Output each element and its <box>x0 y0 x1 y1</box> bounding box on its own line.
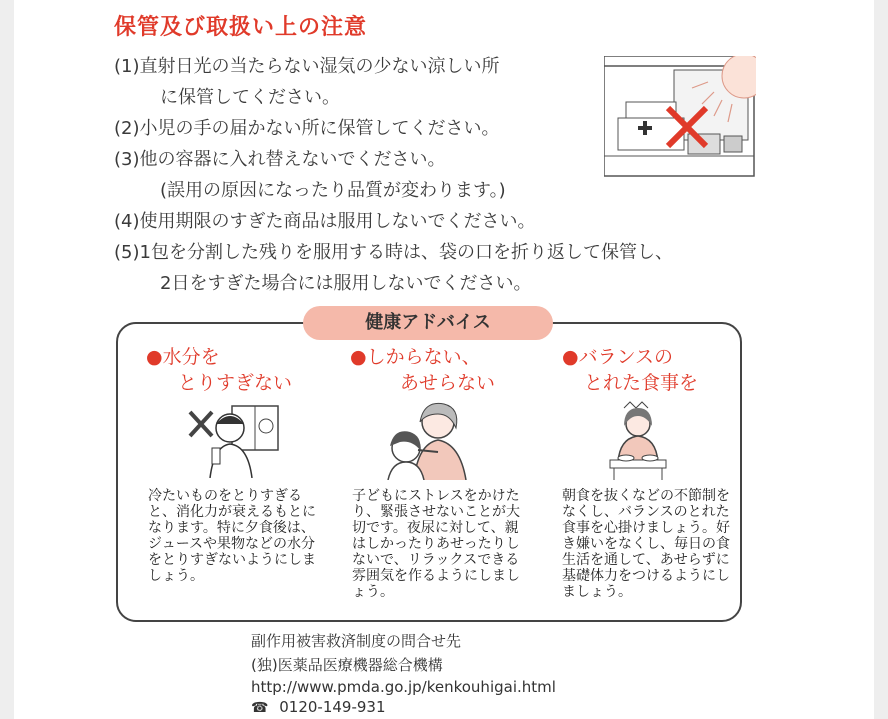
mother-child-illustration <box>380 400 474 480</box>
footer-line-2: (独)医薬品医療機器総合機構 <box>251 656 443 674</box>
health-advice-title: 健康アドバイス <box>303 306 553 340</box>
footer-line-1: 副作用被害救済制度の問合せ先 <box>251 632 462 650</box>
footer-phone: 0120-149-931 <box>279 698 386 716</box>
advice-1-head-2: とりすぎない <box>178 372 293 394</box>
phone-icon: ☎ <box>251 700 269 716</box>
storage-item-4: (4)使用期限のすぎた商品は服用しないでください。 <box>114 211 536 232</box>
footer-phone-row <box>251 698 386 716</box>
storage-title: 保管及び取扱い上の注意 <box>114 15 368 40</box>
storage-item-3-note: (誤用の原因になったり品質が変わります。) <box>160 180 506 201</box>
advice-2-head-1: ●しからない、 <box>350 346 481 368</box>
storage-item-1-cont: に保管してください。 <box>160 87 340 108</box>
advice-3-head-1: ●バランスの <box>562 346 674 368</box>
man-drinking-illustration <box>188 404 280 478</box>
advice-3-body: 朝食を抜くなどの不節制をなくし、バランスのとれた食事を心掛けましょう。好き嫌いをなくし、毎日の食生活を通して、あせらずに基礎体力をつけるようにしましょう。 <box>562 488 730 600</box>
storage-item-3: (3)他の容器に入れ替えないでください。 <box>114 149 446 170</box>
storage-item-5-cont: 2日をすぎた場合には服用しないでください。 <box>160 273 532 294</box>
storage-item-5: (5)1包を分割した残りを服用する時は、袋の口を折り返して保管し、 <box>114 242 673 263</box>
medicine-box-sunlight-illustration <box>604 56 756 178</box>
advice-2-head-2: あせらない <box>400 372 496 394</box>
advice-1-head-1: ●水分を <box>146 346 220 368</box>
footer-url[interactable]: http://www.pmda.go.jp/kenkouhigai.html <box>251 678 556 696</box>
advice-2-body: 子どもにストレスをかけたり、緊張させないことが大切です。夜尿に対して、親はしかったりあせったりしないで、リラックスできる雰囲気を作るようにしましょう。 <box>352 488 520 600</box>
storage-item-2: (2)小児の手の届かない所に保管してください。 <box>114 118 500 139</box>
advice-3-head-2: とれた食事を <box>584 372 699 394</box>
advice-1-body: 冷たいものをとりすぎると、消化力が衰えるもとになります。特に夕食後は、ジュースや果物などの水分をとりすぎないようにしましょう。 <box>148 488 316 584</box>
girl-eating-meal-illustration <box>606 398 670 482</box>
storage-item-1: (1)直射日光の当たらない湿気の少ない涼しい所 <box>114 56 500 77</box>
